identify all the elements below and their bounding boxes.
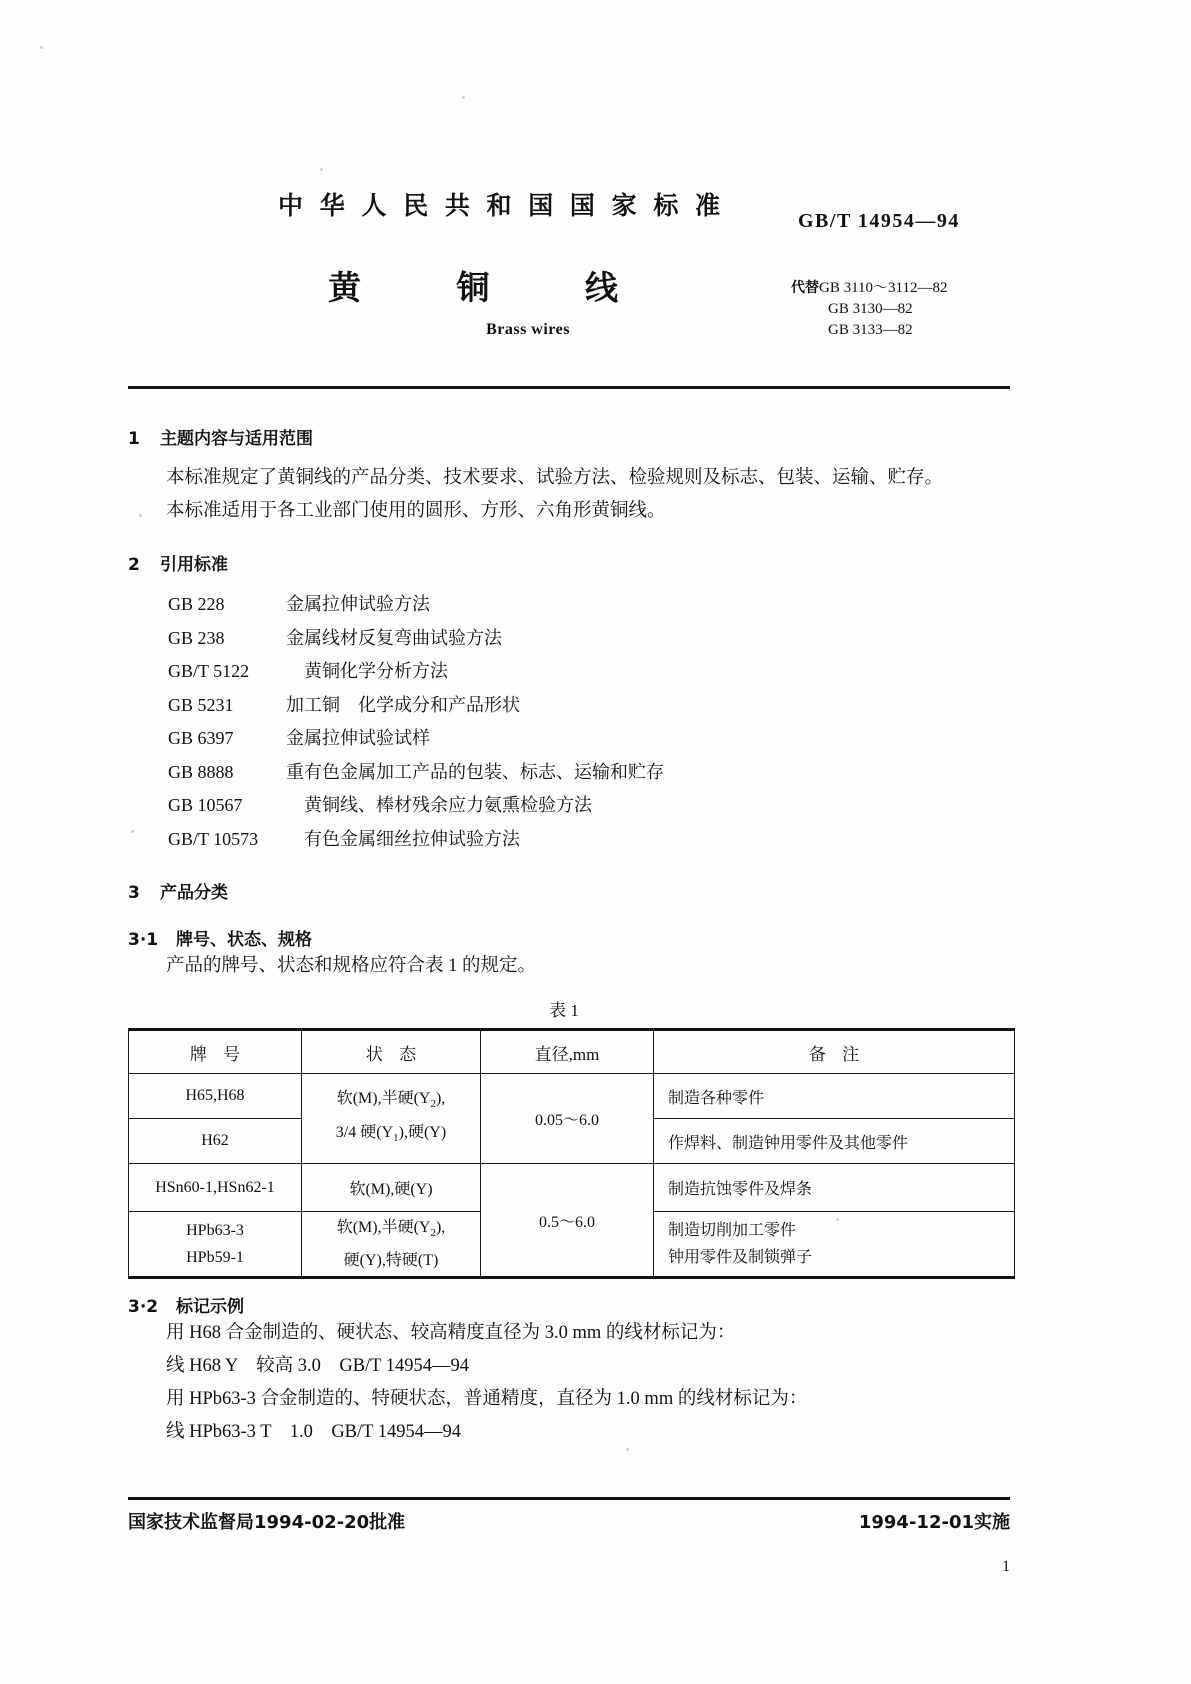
marking-example-line-1: 用 H68 合金制造的、硬状态、较高精度直径为 3.0 mm 的线材标记为： bbox=[166, 1323, 736, 1343]
state-text-a-end: ), bbox=[435, 1218, 446, 1236]
section-3-title: 产品分类 bbox=[160, 883, 228, 903]
marking-example-line-3: 用 HPb63-3 合金制造的、特硬状态，普通精度，直径为 1.0 mm 的线材标记为： bbox=[166, 1389, 808, 1409]
section-3-2-title: 标记示例 bbox=[176, 1297, 244, 1317]
marking-example-line-2: 线 H68 Y 较高 3.0 GB/T 14954—94 bbox=[166, 1356, 470, 1376]
cell-brand: H62 bbox=[129, 1119, 302, 1164]
reference-code: GB 10567 bbox=[168, 795, 243, 815]
reference-item bbox=[128, 823, 1010, 857]
implementation-text: 1994-12-01实施 bbox=[858, 1512, 1010, 1533]
state-text-b-end: ),硬(Y) bbox=[398, 1123, 447, 1141]
reference-code: GB 5231 bbox=[168, 694, 234, 715]
cell-brand bbox=[129, 1212, 302, 1278]
section-3-number: 3 bbox=[128, 883, 140, 903]
cell-state-line-1 bbox=[302, 1214, 480, 1247]
marking-example-line-4: 线 HPb63-3 T 1.0 GB/T 14954—94 bbox=[166, 1422, 461, 1442]
column-header-brand: 牌 号 bbox=[129, 1030, 302, 1074]
reference-code: GB/T 10573 bbox=[168, 828, 259, 849]
section-3-1-title: 牌号、状态、规格 bbox=[176, 930, 312, 950]
table-row bbox=[129, 1074, 1015, 1119]
column-header-diameter: 直径,mm bbox=[481, 1030, 654, 1074]
reference-item bbox=[128, 588, 1010, 622]
cell-diameter: 0.05～6.0 bbox=[481, 1074, 654, 1164]
reference-code: GB/T 5122 bbox=[168, 661, 250, 681]
table-header-row bbox=[129, 1030, 1015, 1074]
cell-brand-line-2: HPb59-1 bbox=[186, 1249, 244, 1266]
section-3-1-paragraph: 产品的牌号、状态和规格应符合表 1 的规定。 bbox=[166, 956, 537, 976]
footer-divider bbox=[128, 1497, 1010, 1500]
reference-item bbox=[128, 622, 1010, 656]
cell-remark-line-2: 钟用零件及制锁弹子 bbox=[668, 1249, 813, 1266]
section-2-title: 引用标准 bbox=[160, 555, 228, 575]
cell-state bbox=[302, 1212, 481, 1278]
cell-state bbox=[302, 1074, 481, 1164]
table-row bbox=[129, 1164, 1015, 1212]
state-text-a: 软(M),半硬(Y bbox=[336, 1090, 431, 1108]
cell-state-line-2 bbox=[302, 1119, 480, 1152]
replaced-standards-line-1 bbox=[791, 278, 947, 299]
section-3-1-number: 3·1 bbox=[128, 930, 159, 950]
page-number: 1 bbox=[1002, 1558, 1010, 1575]
reference-item bbox=[128, 655, 1010, 689]
state-sub-b: 1 bbox=[393, 1131, 399, 1144]
cell-state: 软(M),硬(Y) bbox=[302, 1164, 481, 1212]
standard-code: GB/T 14954—94 bbox=[798, 210, 960, 232]
approval-text: 国家技术监督局1994-02-20批准 bbox=[128, 1512, 406, 1533]
reference-title: 黄铜线、棒材残余应力氨熏检验方法 bbox=[304, 795, 592, 815]
section-3-heading bbox=[128, 878, 1010, 903]
replaces-label: 代替 bbox=[791, 280, 819, 296]
cell-state-line-1 bbox=[302, 1085, 480, 1118]
replaced-standard-1: GB 3130—82 bbox=[828, 301, 913, 317]
document-body bbox=[128, 424, 1010, 1449]
reference-item bbox=[128, 689, 1010, 723]
state-text-a: 软(M),半硬(Y bbox=[336, 1218, 431, 1236]
section-3-2-number: 3·2 bbox=[128, 1297, 159, 1317]
section-1-paragraph-2: 本标准适用于各工业部门使用的圆形、方形、六角形黄铜线。 bbox=[166, 501, 666, 521]
cell-state-line-2: 硬(Y),特硬(T) bbox=[343, 1252, 439, 1270]
cell-remark: 作焊料、制造钟用零件及其他零件 bbox=[654, 1119, 1015, 1164]
section-2-number: 2 bbox=[128, 555, 140, 575]
section-1-paragraph-1: 本标准规定了黄铜线的产品分类、技术要求、试验方法、检验规则及标志、包装、运输、贮存。 bbox=[166, 468, 944, 488]
reference-item bbox=[128, 756, 1010, 790]
header-divider bbox=[128, 386, 1010, 389]
replaced-standard-2: GB 3133—82 bbox=[828, 322, 913, 338]
national-standard-label: 中 华 人 民 共 和 国 国 家 标 准 bbox=[278, 191, 725, 220]
replaced-standards bbox=[791, 278, 947, 341]
table-1-caption: 表 1 bbox=[549, 1001, 579, 1020]
cell-remark bbox=[654, 1212, 1015, 1278]
reference-title: 加工铜 化学成分和产品形状 bbox=[286, 694, 520, 715]
reference-code: GB 238 bbox=[168, 627, 225, 648]
table-1 bbox=[128, 1028, 1015, 1279]
standard-title-cn: 黄 铜 线 bbox=[328, 268, 660, 307]
reference-code: GB 228 bbox=[168, 594, 225, 614]
section-3-1-heading bbox=[128, 925, 1010, 950]
section-1-number: 1 bbox=[128, 429, 140, 449]
reference-title: 重有色金属加工产品的包装、标志、运输和贮存 bbox=[286, 761, 664, 782]
reference-item bbox=[128, 789, 1010, 823]
cell-remark: 制造抗蚀零件及焊条 bbox=[654, 1164, 1015, 1212]
column-header-state: 状 态 bbox=[302, 1030, 481, 1074]
state-text-a-end: ), bbox=[435, 1090, 446, 1108]
standard-title-en: Brass wires bbox=[486, 321, 570, 338]
reference-title: 黄铜化学分析方法 bbox=[304, 661, 448, 681]
cell-brand: H65,H68 bbox=[129, 1074, 302, 1119]
cell-diameter: 0.5～6.0 bbox=[481, 1164, 654, 1278]
state-sub-a: 2 bbox=[430, 1227, 436, 1240]
reference-title: 有色金属细丝拉伸试验方法 bbox=[304, 828, 520, 849]
reference-title: 金属拉伸试验试样 bbox=[286, 728, 430, 748]
scan-speck bbox=[40, 46, 43, 49]
reference-code: GB 8888 bbox=[168, 761, 234, 782]
reference-code: GB 6397 bbox=[168, 728, 234, 748]
cell-remark: 制造各种零件 bbox=[654, 1074, 1015, 1119]
reference-title: 金属线材反复弯曲试验方法 bbox=[286, 627, 502, 648]
section-1-heading bbox=[128, 424, 1010, 449]
state-sub-a: 2 bbox=[430, 1098, 436, 1111]
reference-item bbox=[128, 722, 1010, 756]
cell-brand-line-1: HPb63-3 bbox=[186, 1222, 244, 1239]
cell-brand: HSn60-1,HSn62-1 bbox=[129, 1164, 302, 1212]
page-footer bbox=[128, 1508, 1010, 1534]
cell-remark-line-1: 制造切削加工零件 bbox=[668, 1222, 797, 1239]
replaced-standard-0: GB 3110～3112—82 bbox=[819, 280, 948, 296]
reference-title: 金属拉伸试验方法 bbox=[286, 594, 430, 614]
section-2-heading bbox=[128, 550, 1010, 575]
section-3-2-heading bbox=[128, 1292, 1010, 1317]
page-content bbox=[128, 0, 1010, 1684]
state-text-b: 3/4 硬(Y bbox=[335, 1123, 394, 1141]
column-header-remark: 备 注 bbox=[654, 1030, 1015, 1074]
section-1-title: 主题内容与适用范围 bbox=[160, 429, 313, 449]
